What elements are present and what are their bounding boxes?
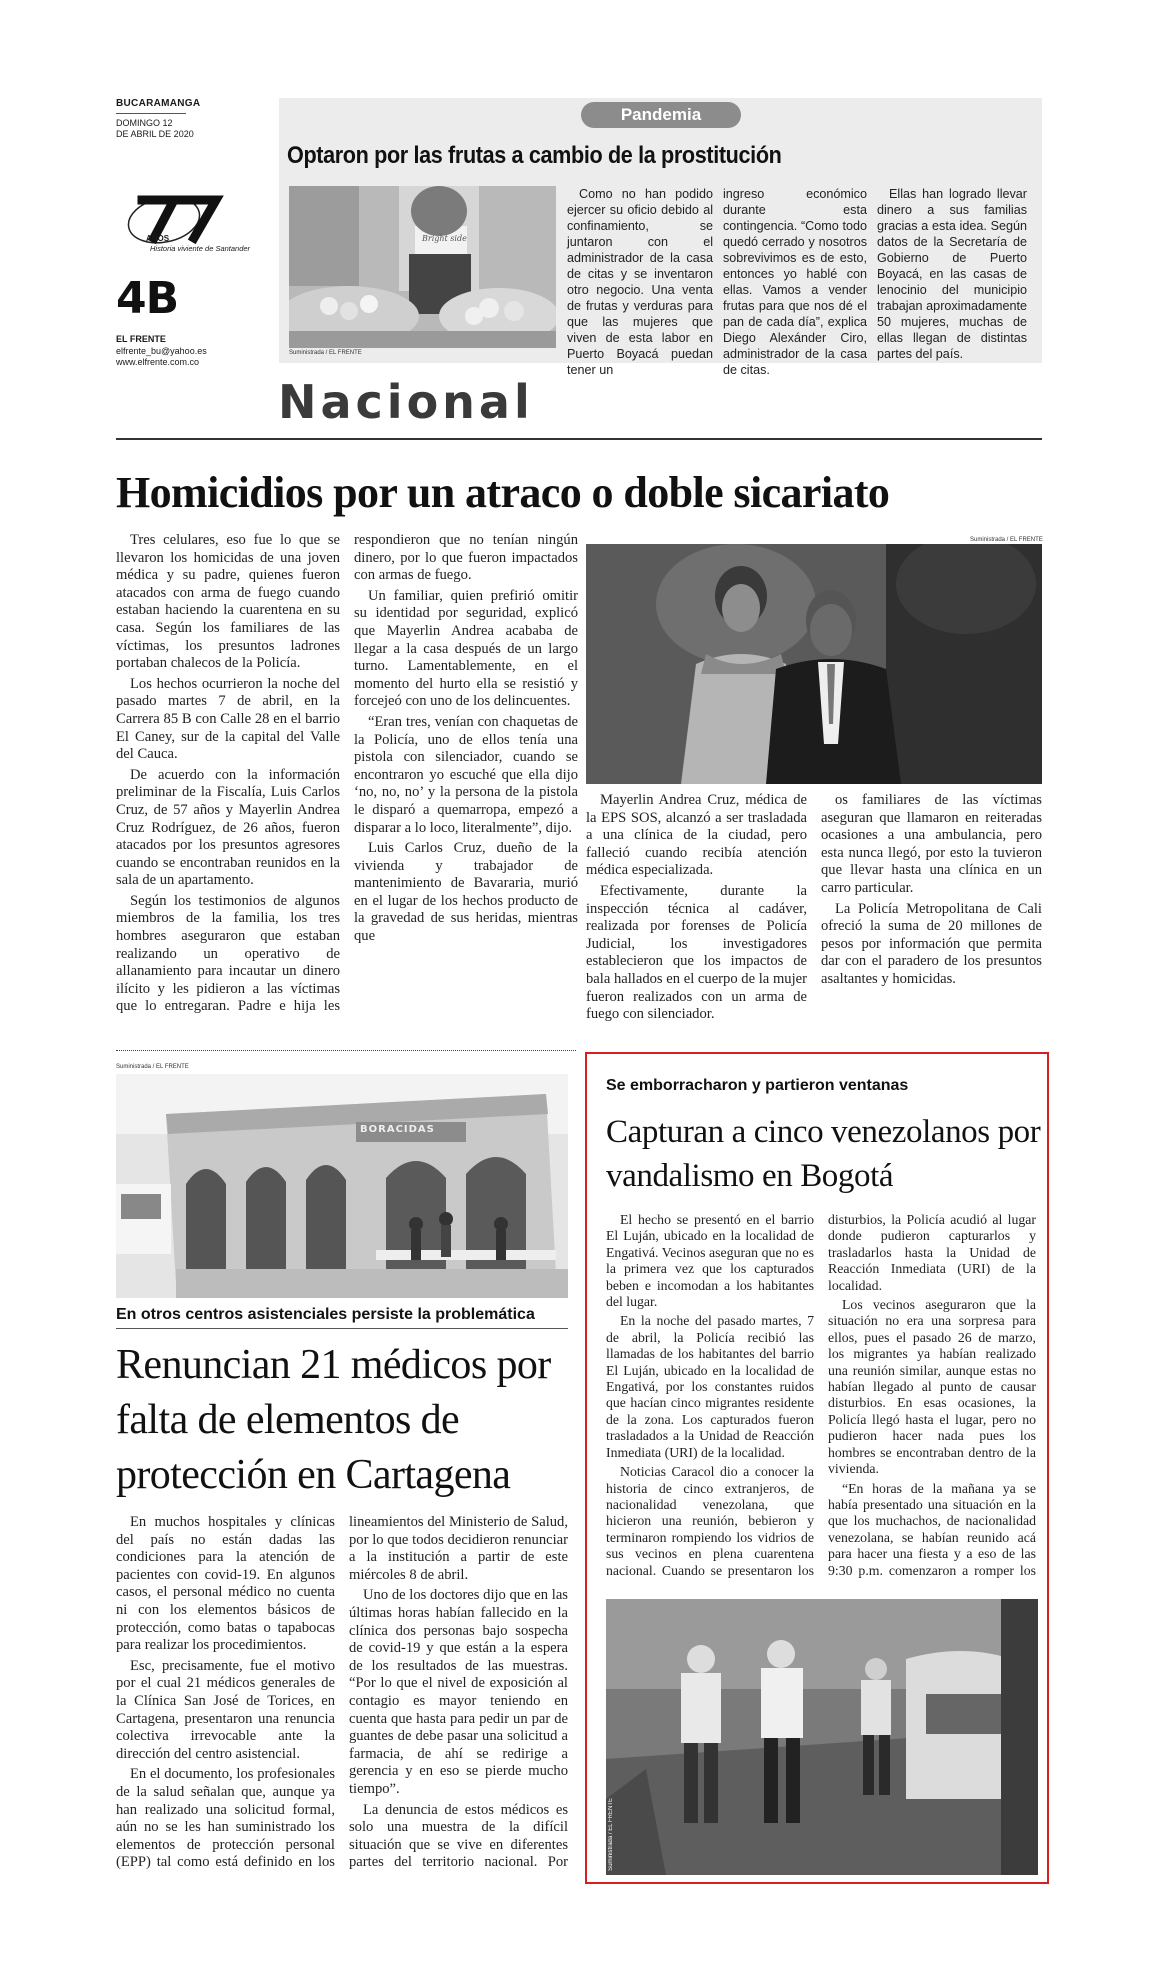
venezolanos-paragraph: Noticias Caracol dio a conocer la historia de cinco extranjeros, de nacionalidad venezolana, que hicieron una reunión, bebieron y terminaron rompiendo los vidrios de sus vecinos en plena cuarentena nacional. Cuando se presentaron los disturbios, la Policía acudió al lugar donde pudieron capturarlos y trasladarlos hasta la Unidad de Reacción Inmediata (URI) de la localidad. [606,1212,1036,1578]
homicidios-paragraph: os familiares de las víctimas aseguran que llamaron en reiteradas ocasiones a una ambulancia, pero esta nunca llegó, por esto la tuvieron que llevar hasta una clínica en un carro particular. [821,792,1042,896]
paper-name: EL FRENTE [116,334,166,344]
pandemia-headline: Optaron por las frutas a cambio de la prostitución [287,142,782,169]
date-line-1: DOMINGO 12 [116,118,173,128]
vandalism-photo [606,1599,1038,1875]
homicidios-headline: Homicidios por un atraco o doble sicariato [116,468,890,517]
header-block [116,98,266,410]
homicidios-paragraph: Tres celulares, eso fue lo que se llevaron los homicidas de una joven médica y su padre, quienes fueron atacados con arma de fuego cuando estaban haciendo la cuarentena en su casa. Según los familiares de las víctimas, los presuntos ladrones portaban chalecos de la Policía. [116,532,340,672]
city-label: BUCARAMANGA [116,98,201,109]
page-number: 4B [116,273,179,324]
medicos-kicker-rule [116,1328,568,1329]
venezolanos-paragraph: “En horas de la mañana ya se había presentado una situación en la que los muchachos, de nacionalidad venezolana, se habían reunido acá para hacer una fiesta y a eso de las 9:30 p.m. comenzaron a romper los [828,1480,1036,1578]
pandemia-box [279,98,1042,377]
clinic-sign: BORACIDAS [360,1124,435,1135]
shirt-text: Bright side [422,234,467,243]
website-link[interactable]: www.elfrente.com.co [116,357,200,367]
venezolanos-headline: Capturan a cinco venezolanos por vandalismo en Bogotá [606,1114,1041,1194]
medicos-photo-credit: Suministrada / EL FRENTE [116,1064,189,1070]
pandemia-col-2: ingreso económico durante esta contingencia. “Como todo quedó cerrado y nosotros sobrevivimos es de esto, entonces yo hablé con ellas. Vamos a vender frutas para que nos dé el pan de cada día”, explica Diego Alexánder Ciro, administrador de la casa de citas. [723,187,867,377]
homicidios-paragraph: Luis Carlos Cruz, dueño de la vivienda y trabajador de mantenimiento de Bavararia, murió en el lugar de los hechos producto de la gravedad de sus heridas, mientras que [354,840,578,945]
section-rule [116,438,1042,440]
medicos-paragraph: En muchos hospitales y clínicas del país no están dadas las condiciones para la atención de pacientes con covid-19. En algunos casos, el personal médico no cuenta ni con los elementos básicos de protección, como batas o tapabocas para realizar los procedimientos. [116,1514,335,1654]
venezolanos-paragraph: Los vecinos aseguraron que la situación no era una sorpresa para ellos, pues el pasado 26 de marzo, los migrantes ya habían realizado una reunión similar, aunque estas no habían llegado al punto de causar disturbios. En esas ocasiones, la Policía llegó hasta el lugar, pero no pudieron hacer nada pues los hombres se encontraban dentro de la vivienda. [828,1297,1036,1477]
homicidios-paragraph: Según los testimonios de algunos miembros de la familia, los tres hombres aseguraron que estaban realizando un operativo de allanamiento para incautar un dinero ilícito y les pidieron a las víctimas que lo entregaran. Padre e hija les respondieron que no tenían ningún dinero, por lo que fueron impactados con armas de fuego. [116,532,578,1015]
pandemia-col-3: Ellas han logrado llevar dinero a sus familias gracias a esta idea. Según datos de la Secretaría de Gobierno de Puerto Boyacá, en las casas de lenocinio del municipio trabajan aproximadamente 50 mujeres, muchas de ellas llegan de distintas partes del país. [877,187,1027,361]
date-line-2: DE ABRIL DE 2020 [116,129,194,139]
anniversary-logo [124,190,274,260]
pandemia-col-1: Como no han podido ejercer su oficio debido al confinamiento, se juntaron con el administrador de la casa de citas y se inventaron otro negocio. Una venta de frutas y verduras para que las mujeres que viven de esta labor en Puerto Boyacá puedan tener un [567,187,713,377]
venezolanos-paragraph: En la noche del pasado martes, 7 de abril, la Policía recibió las llamadas de los habitantes del barrio El Luján, ubicado en la localidad de Engativá, por los constantes ruidos que hacían cinco migrantes residente de la zona. Los capturados fueron trasladados a la Unidad de Reacción Inmediata (URI) de la localidad. [606,1313,814,1460]
homicidios-paragraph: Un familiar, quien prefirió omitir su identidad por seguridad, explicó que Mayerlin Andrea acababa de llegar a la casa después de un largo turno. Lamentablemente, en el momento del hurto ella se resistió y forcejeó con uno de los delincuentes. [354,587,578,710]
medicos-paragraph: Esc, precisamente, fue el motivo por el cual 21 médicos generales de la Clínica San José de Torices, en Cartagena, presentaron una renuncia colectiva irrevocable ante la dirección del centro asistencial. [116,1657,335,1762]
homicidios-body-left [116,532,578,1032]
venezolanos-kicker: Se emborracharon y partieron ventanas [606,1077,909,1094]
medicos-paragraph: Uno de los doctores dijo que en las últimas horas habían fallecido en la clínica dos personas bajo sospecha de covid-19 y que están a la espera de los resultados de las muestras. “Por lo que el nivel de exposición al contagio es mayor teniendo en cuenta que hasta para pedir un par de guantes de debe pasar una solicitud a farmacia, de ahí se redirige a gerencia y en eso se pierde mucho tiempo”. [349,1587,568,1797]
vandalism-photo-credit: Suministrada / EL FRENTE [608,1798,614,1871]
homicidios-paragraph: Mayerlin Andrea Cruz, médica de la EPS SOS, alcanzó a ser trasladada a una clínica de la ciudad, pero falleció cuando recibía atención médica especializada. [586,792,807,879]
medicos-paragraph: La denuncia de estos médicos es solo una muestra de la difícil situación que se vive en diferentes partes del territorio nacional. Por [349,1801,568,1871]
section-title: Nacional [278,375,534,429]
clinic-photo [116,1074,568,1298]
homicidios-paragraph: La Policía Metropolitana de Cali ofreció la suma de 20 millones de pesos por información que permita dar con el paradero de los presuntos asaltantes y homicidas. [821,900,1042,987]
homicidios-paragraph: De acuerdo con la información preliminar de la Fiscalía, Luis Carlos Cruz, de 57 años y Mayerlin Andrea Cruz Rodríguez, de 26 años, fueron atacados por los presuntos agresores cuando se encontraban reunidos en la sala de un apartamento. [116,766,340,889]
homicidios-paragraph: “Eran tres, venían con chaquetas de la Policía, uno de ellos tenía una pistola con silenciador, cuando se encontraron yo escuché que ella dijo ‘no, no, no’ y la persona de la pistola le disparó a quemarropa, empezó a disparar a lo loco, literalmente”, dijo. [354,713,578,836]
homicidios-paragraph: Los hechos ocurrieron la noche del pasado martes 7 de abril, en la Carrera 85 B con Calle 28 en el barrio El Caney, sur de la capital del Valle del Cauca. [116,675,340,763]
fruits-photo [289,186,556,348]
medicos-headline: Renuncian 21 médicos por falta de elementos de protección en Cartagena [116,1342,551,1498]
medicos-kicker: En otros centros asistenciales persiste la problemática [116,1306,535,1323]
article-divider [116,1050,576,1051]
victims-photo [586,544,1042,784]
anniversary-tagline: Historia viviente de Santander [150,244,251,253]
pandemia-tag: Pandemia [581,102,741,128]
anniversary-word: AÑOS [146,234,170,243]
homicidios-photo-credit: Suministrada / EL FRENTE [970,537,1043,543]
venezolanos-body [606,1212,1036,1594]
homicidios-body-right [586,792,1042,1032]
email-link[interactable]: elfrente_bu@yahoo.es [116,346,207,356]
pandemia-photo-credit: Suministrada / EL FRENTE [289,350,362,356]
medicos-body [116,1514,568,1874]
venezolanos-box [585,1052,1049,1884]
medicos-paragraph: En el documento, los profesionales de la salud señalan que, aunque ya han realizado una solicitud formal, aún no se les han suministrado los elementos de protección personal (EPP) tal como está definido en los lineamientos del Ministerio de Salud, por lo que todos decidieron renunciar a la institución a partir de este miércoles 8 de abril. [116,1514,568,1871]
homicidios-paragraph: Efectivamente, durante la inspección técnica al cadáver, realizada por forenses de Policía Judicial, los investigadores establecieron que los impactos de bala hallados en el cuerpo de la mujer fueron realizados con un arma de fuego con silenciador. [586,882,807,1023]
anniversary-47-icon [124,190,234,246]
venezolanos-paragraph: El hecho se presentó en el barrio El Luján, ubicado en la localidad de Engativá. Vecinos aseguran que no es la primera vez que los capturados beben e incomodan a los habitantes del lugar. [606,1212,814,1310]
